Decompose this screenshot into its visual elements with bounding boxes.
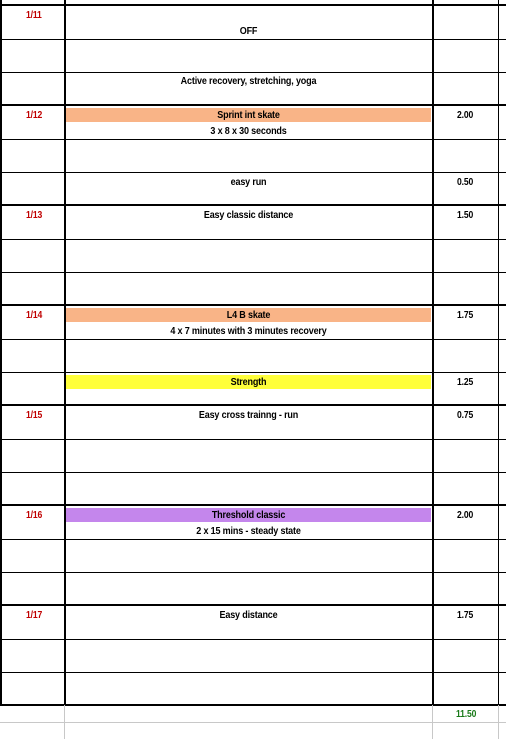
row-border	[0, 339, 506, 340]
workout-title: Easy classic distance	[203, 209, 294, 221]
row-border	[0, 239, 506, 240]
workout-hours: 1.75	[457, 310, 474, 321]
workout-hours: 1.75	[457, 610, 474, 621]
row-border	[0, 472, 506, 473]
column-border	[0, 0, 2, 705]
row-border-thick	[0, 604, 506, 606]
sheet-gridline	[64, 705, 65, 739]
row-border-thick	[0, 404, 506, 406]
workout-hours: 2.00	[457, 510, 474, 521]
day-date: 1/14	[26, 310, 43, 321]
row-border	[0, 39, 506, 40]
workout-detail: 4 x 7 minutes with 3 minutes recovery	[170, 325, 327, 337]
row-border-thick	[0, 704, 506, 706]
sheet-gridline	[0, 722, 506, 723]
workout-hours: 2.00	[457, 110, 474, 121]
workout-title: easy run	[230, 176, 267, 188]
day-date: 1/15	[26, 410, 43, 421]
workout-hours: 1.50	[457, 210, 474, 221]
row-border	[0, 672, 506, 673]
column-border	[498, 0, 499, 705]
workout-title: Active recovery, stretching, yoga	[180, 75, 317, 87]
workout-title: Easy cross trainng - run	[198, 409, 299, 421]
day-date: 1/13	[26, 210, 43, 221]
workout-detail: 2 x 15 mins - steady state	[196, 525, 301, 537]
row-border	[0, 639, 506, 640]
workout-title: Threshold classic	[211, 509, 286, 521]
workout-title: Sprint int skate	[217, 109, 280, 121]
row-border	[0, 539, 506, 540]
workout-hours: 1.25	[457, 377, 474, 388]
workout-title: OFF	[239, 25, 258, 37]
day-date: 1/16	[26, 510, 43, 521]
workout-detail: 3 x 8 x 30 seconds	[210, 125, 287, 137]
row-border-thick	[0, 504, 506, 506]
day-date: 1/17	[26, 610, 43, 621]
row-border	[0, 172, 506, 173]
total-hours: 11.50	[456, 709, 477, 720]
workout-title: Strength	[230, 376, 267, 388]
sheet-gridline	[498, 705, 499, 739]
workout-title: Easy distance	[219, 609, 278, 621]
row-border	[0, 372, 506, 373]
sheet-gridline	[432, 705, 433, 739]
row-border-thick	[0, 104, 506, 106]
row-border	[0, 139, 506, 140]
row-border	[0, 572, 506, 573]
row-border	[0, 272, 506, 273]
row-border-thick	[0, 304, 506, 306]
row-border-thick	[0, 4, 506, 6]
day-date: 1/12	[26, 110, 43, 121]
column-border	[432, 0, 434, 705]
workout-title: L4 B skate	[226, 309, 271, 321]
workout-hours: 0.50	[457, 177, 474, 188]
row-border	[0, 439, 506, 440]
row-border-thick	[0, 204, 506, 206]
workout-hours: 0.75	[457, 410, 474, 421]
row-border	[0, 72, 506, 73]
day-date: 1/11	[26, 10, 42, 21]
column-border	[64, 0, 66, 705]
